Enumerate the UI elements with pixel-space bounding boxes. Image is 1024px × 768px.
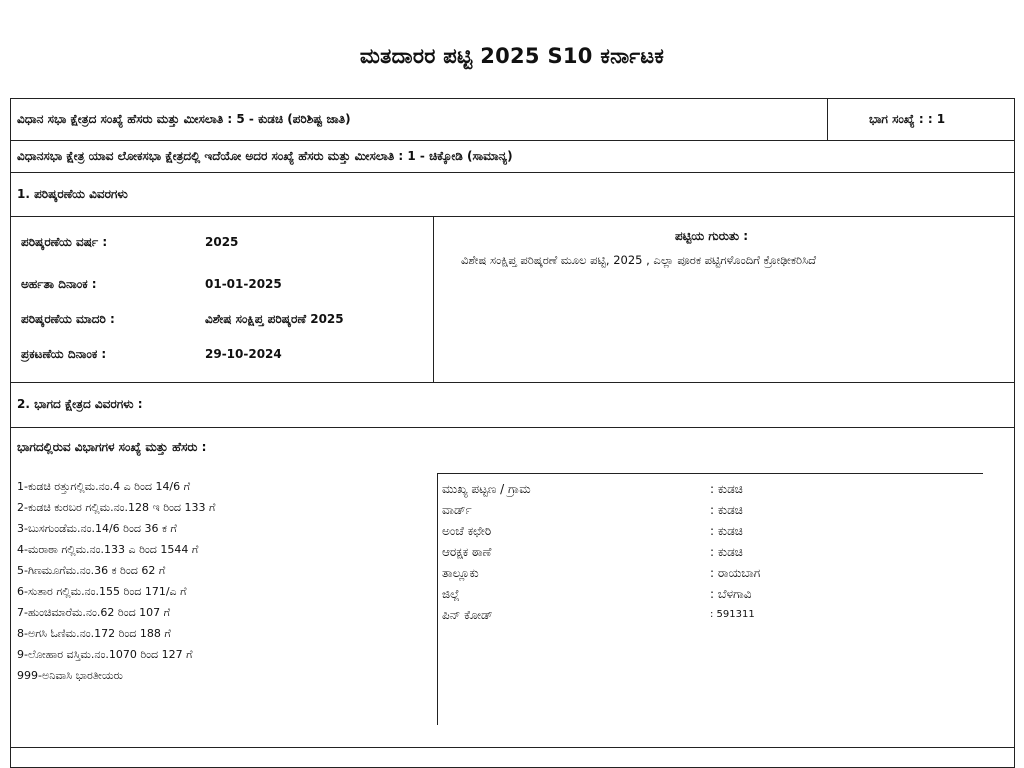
district-label: ಜಿಲ್ಲೆ — [442, 587, 460, 601]
post-office-label: ಅಂಚೆ ಕಛೇರಿ — [442, 524, 492, 538]
parliament-constituency: ವಿಧಾನಸಭಾ ಕ್ಷೇತ್ರ ಯಾವ ಲೋಕಸಭಾ ಕ್ಷೇತ್ರದಲ್ಲಿ ಇದೆಯೋ ಅದರ ಸಂಖ್ಯೆ ಹೆಸರು ಮತ್ತು ಮೀಸಲಾತಿ : 1 - ಚಿಕ್ಕೋಡಿ (ಸಾಮಾನ್ಯ) — [17, 149, 513, 163]
post-office-value: : ಕುಡಚಿ — [710, 524, 743, 538]
town-value: : ಕುಡಚಿ — [710, 482, 743, 496]
revision-year-label: ಪರಿಷ್ಕರಣೆಯ ವರ್ಷ : — [21, 235, 108, 249]
list-item: 8-ಅಗಸಿ ಓಣಿಮ.ನಂ.172 ರಿಂದ 188 ಗೆ — [17, 627, 171, 640]
ward-value: : ಕುಡಚಿ — [710, 503, 743, 517]
sections-heading: ಭಾಗದಲ್ಲಿರುವ ವಿಭಾಗಗಳ ಸಂಖ್ಯೆ ಮತ್ತು ಹೆಸರು : — [17, 440, 207, 454]
pin-code-label: ಪಿನ್ ಕೋಡ್ — [442, 608, 493, 622]
taluk-label: ತಾಲ್ಲೂಕು — [442, 566, 479, 580]
divider — [827, 99, 828, 140]
list-item: 2-ಕುಡಚಿ ಕುರಬರ ಗಲ್ಲಿಮ.ನಂ.128 ಇ ರಿಂದ 133 ಗೆ — [17, 501, 216, 514]
list-item: 9-ಲೋಹಾರ ವಸ್ತಿಮ.ನಂ.1070 ರಿಂದ 127 ಗೆ — [17, 648, 193, 661]
section2-heading-row — [11, 383, 1014, 428]
list-item: 6-ಸುತಾರ ಗಲ್ಲಿಮ.ನಂ.155 ರಿಂದ 171/ಎ ಗೆ — [17, 585, 187, 598]
revision-type-label: ಪರಿಷ್ಕರಣೆಯ ಮಾದರಿ : — [21, 312, 115, 326]
qualifying-date-label: ಅರ್ಹತಾ ದಿನಾಂಕ : — [21, 277, 97, 291]
town-label: ಮುಖ್ಯ ಪಟ್ಟಣ / ಗ್ರಾಮ — [442, 482, 531, 496]
bottom-divider — [11, 747, 1014, 748]
assembly-row — [11, 99, 1014, 141]
qualifying-date-value: 01-01-2025 — [205, 277, 282, 291]
pin-code-value: : 591311 — [710, 609, 755, 620]
assembly-constituency: ವಿಧಾನ ಸಭಾ ಕ್ಷೇತ್ರದ ಸಂಖ್ಯೆ ಹೆಸರು ಮತ್ತು ಮೀಸಲಾತಿ : 5 - ಕುಡಚಿ (ಪರಿಶಿಷ್ಟ ಜಾತಿ) — [17, 112, 351, 126]
section2-heading: 2. ಭಾಗದ ಕ್ಷೇತ್ರದ ವಿವರಗಳು : — [17, 397, 143, 411]
part-number: ಭಾಗ ಸಂಖ್ಯೆ : : 1 — [869, 112, 946, 126]
list-item: 3-ಬುಸಗುಂಡೆಮ.ನಂ.14/6 ರಿಂದ 36 ಕ ಗೆ — [17, 522, 177, 535]
section1-heading-row — [11, 173, 1014, 217]
police-station-value: : ಕುಡಚಿ — [710, 545, 743, 559]
revision-year-value: 2025 — [205, 235, 239, 249]
electoral-roll-table — [10, 98, 1015, 768]
ward-label: ವಾರ್ಡ್ — [442, 503, 472, 517]
revision-type-value: ವಿಶೇಷ ಸಂಕ್ಷಿಪ್ತ ಪರಿಷ್ಕರಣೆ 2025 — [205, 312, 344, 326]
divider — [433, 217, 434, 382]
address-box — [437, 473, 983, 725]
list-item: 999-ಅನಿವಾಸಿ ಭಾರತೀಯರು — [17, 669, 123, 682]
publication-date-label: ಪ್ರಕಟಣೆಯ ದಿನಾಂಕ : — [21, 347, 107, 361]
sections-list — [17, 476, 215, 686]
list-item: 1-ಕುಡಚಿ ರತ್ತುಗಲ್ಲಿಮ.ನಂ.4 ಎ ರಿಂದ 14/6 ಗೆ — [17, 480, 191, 493]
police-station-label: ಆರಕ್ಷಕ ಠಾಣೆ — [442, 545, 492, 559]
publication-date-value: 29-10-2024 — [205, 347, 282, 361]
list-identity-heading: ಪಟ್ಟಿಯ ಗುರುತು : — [675, 229, 749, 243]
district-value: : ಬೆಳಗಾವಿ — [710, 587, 752, 601]
list-item: 5-ಗಿಣಮೂಗೆಮ.ನಂ.36 ಕ ರಿಂದ 62 ಗೆ — [17, 564, 166, 577]
revision-details-row — [11, 217, 1014, 383]
list-item: 7-ಹುಂಚಿಮಾರೆಮ.ನಂ.62 ರಿಂದ 107 ಗೆ — [17, 606, 171, 619]
list-identity-text: ವಿಶೇಷ ಸಂಕ್ಷಿಪ್ತ ಪರಿಷ್ಕರಣೆ ಮೂಲ ಪಟ್ಟಿ, 2025 , ಎಲ್ಲಾ ಪೂರಕ ಪಟ್ಟಿಗಳೊಂದಿಗೆ ಕ್ರೋಢೀಕರಿಸಿದೆ — [461, 253, 817, 267]
parliament-row — [11, 141, 1014, 173]
page-title: ಮತದಾರರ ಪಟ್ಟಿ 2025 S10 ಕರ್ನಾಟಕ — [359, 44, 665, 68]
taluk-value: : ರಾಯಬಾಗ — [710, 566, 761, 580]
section1-heading: 1. ಪರಿಷ್ಕರಣೆಯ ವಿವರಗಳು — [17, 187, 128, 201]
list-item: 4-ಮರಾಠಾ ಗಲ್ಲಿಮ.ನಂ.133 ಎ ರಿಂದ 1544 ಗೆ — [17, 543, 199, 556]
